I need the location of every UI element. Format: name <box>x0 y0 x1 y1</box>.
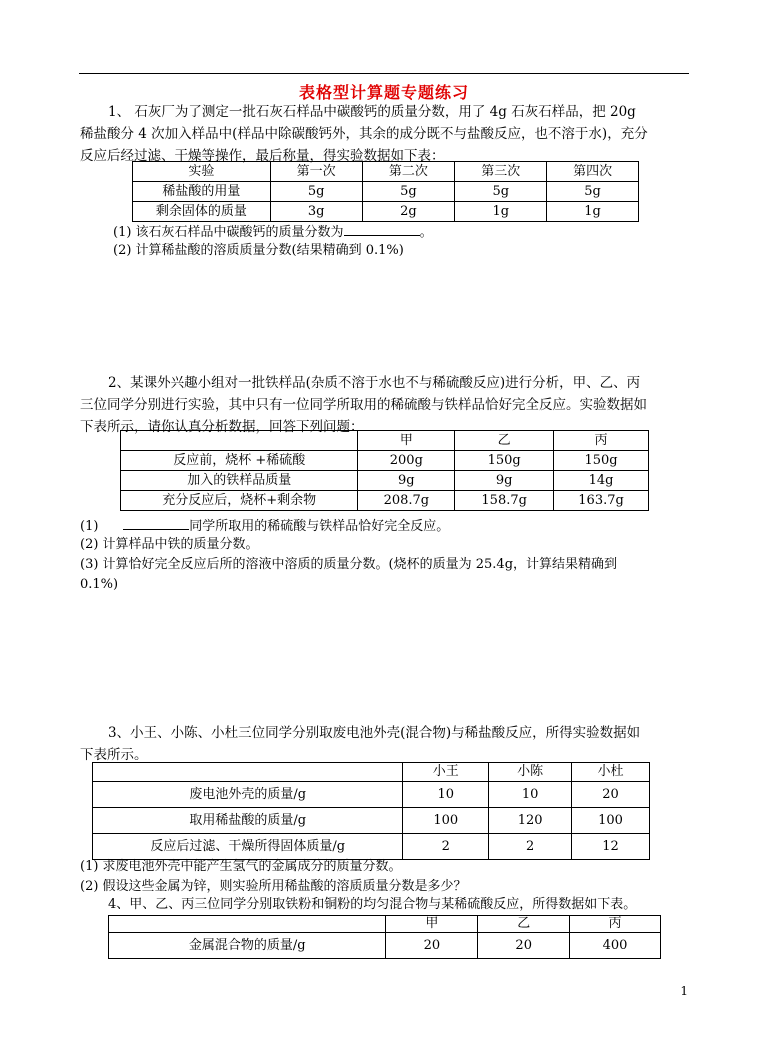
table-row <box>133 182 639 202</box>
q2-sub-1 <box>80 515 449 537</box>
q1-sub-1 <box>113 221 433 243</box>
table-cell: 120 <box>489 808 572 834</box>
q1-table <box>132 161 639 222</box>
table-header-cell <box>93 763 403 782</box>
table-cell: 5g <box>362 182 455 202</box>
table-header-cell: 第一次 <box>270 162 362 182</box>
q3-sub-1: (1) 求废电池外壳中能产生氢气的金属成分的质量分数。 <box>80 859 402 874</box>
table-row <box>121 451 649 471</box>
q1-line-2: 稀盐酸分 4 次加入样品中(样品中除碳酸钙外，其余的成分既不与盐酸反应，也不溶于水)，充分 <box>80 126 648 142</box>
table-cell: 金属混合物的质量/g <box>109 933 386 959</box>
table-header-cell <box>109 916 386 933</box>
q1-sub-1-prefix: (1) 该石灰石样品中碳酸钙的质量分数为 <box>113 225 344 240</box>
table-cell: 9g <box>455 471 554 491</box>
table-cell: 剩余固体的质量 <box>133 202 271 222</box>
table-header-cell: 小陈 <box>489 763 572 782</box>
q2-text <box>80 372 692 438</box>
table-cell: 充分反应后，烧杯+剩余物 <box>121 491 358 511</box>
table-row <box>93 782 650 808</box>
q1-line-3: 反应后经过滤、干燥等操作，最后称量，得实验数据如下表： <box>80 148 445 164</box>
q1-sub-2: (2) 计算稀盐酸的溶质质量分数(结果精确到 0.1%) <box>113 243 404 258</box>
table-cell: 5g <box>547 182 639 202</box>
q4-table <box>108 915 661 959</box>
answer-blank[interactable] <box>123 515 189 530</box>
table-cell: 反应后过滤、干燥所得固体质量/g <box>93 834 403 860</box>
table-header-cell: 丙 <box>570 916 661 933</box>
q2-line-2: 三位同学分别进行实验，其中只有一位同学所取用的稀硫酸与铁样品恰好完全反应。实验数据如 <box>80 397 647 413</box>
table-cell: 2 <box>489 834 572 860</box>
table-header-cell: 乙 <box>478 916 570 933</box>
table-header-cell: 丙 <box>554 431 649 451</box>
q3-line-2: 下表所示。 <box>80 747 148 763</box>
table-cell: 100 <box>403 808 489 834</box>
table-cell: 10 <box>489 782 572 808</box>
table-cell: 163.7g <box>554 491 649 511</box>
table-cell: 150g <box>554 451 649 471</box>
table-cell: 1g <box>455 202 547 222</box>
table-header-cell <box>121 431 358 451</box>
table-row <box>93 808 650 834</box>
table-row <box>109 933 661 959</box>
table-cell: 5g <box>455 182 547 202</box>
q1-line-1: 1、 石灰厂为了测定一批石灰石样品中碳酸钙的质量分数，用了 4g 石灰石样品，把 20g <box>108 104 636 120</box>
table-header-row <box>121 431 649 451</box>
table-cell: 2g <box>362 202 455 222</box>
table-cell: 158.7g <box>455 491 554 511</box>
table-header-row <box>93 763 650 782</box>
table-header-row <box>133 162 639 182</box>
table-header-cell: 乙 <box>455 431 554 451</box>
table-row <box>121 491 649 511</box>
table-cell: 反应前，烧杯 +稀硫酸 <box>121 451 358 471</box>
q2-table <box>120 430 649 511</box>
table-header-cell: 小王 <box>403 763 489 782</box>
table-cell: 200g <box>358 451 455 471</box>
table-cell: 20 <box>478 933 570 959</box>
q4-line: 4、甲、乙、丙三位同学分别取铁粉和铜粉的均匀混合物与某稀硫酸反应，所得数据如下表。 <box>108 897 637 912</box>
table-cell: 20 <box>572 782 650 808</box>
table-cell: 10 <box>403 782 489 808</box>
table-header-cell: 小杜 <box>572 763 650 782</box>
table-cell: 150g <box>455 451 554 471</box>
table-cell: 3g <box>270 202 362 222</box>
q3-line-1: 3、小王、小陈、小杜三位同学分别取废电池外壳(混合物)与稀盐酸反应，所得实验数据如 <box>108 725 641 741</box>
page-number: 1 <box>680 984 688 998</box>
table-row <box>121 471 649 491</box>
table-cell: 5g <box>270 182 362 202</box>
q2-sub-3-line-1: (3) 计算恰好完全反应后所的溶液中溶质的质量分数。(烧杯的质量为 25.4g，计算结果精确到 <box>80 557 618 572</box>
q1-text <box>80 101 692 167</box>
table-cell: 2 <box>403 834 489 860</box>
q2-sub-2: (2) 计算样品中铁的质量分数。 <box>80 537 259 552</box>
table-row <box>133 202 639 222</box>
header-rule <box>79 73 689 74</box>
table-row <box>93 834 650 860</box>
q2-line-3: 下表所示，请你认真分析数据，回答下列问题： <box>80 419 364 435</box>
q2-line-1: 2、某课外兴趣小组对一批铁样品(杂质不溶于水也不与稀硫酸反应)进行分析，甲、乙、丙 <box>108 375 641 391</box>
table-cell: 20 <box>386 933 478 959</box>
table-header-cell: 实验 <box>133 162 271 182</box>
q3-text <box>80 722 692 766</box>
table-cell: 14g <box>554 471 649 491</box>
table-cell: 400 <box>570 933 661 959</box>
q3-table <box>92 762 650 860</box>
table-cell: 加入的铁样品质量 <box>121 471 358 491</box>
table-cell: 废电池外壳的质量/g <box>93 782 403 808</box>
table-cell: 1g <box>547 202 639 222</box>
table-cell: 取用稀盐酸的质量/g <box>93 808 403 834</box>
table-header-cell: 第三次 <box>455 162 547 182</box>
table-header-cell: 第二次 <box>362 162 455 182</box>
table-cell: 208.7g <box>358 491 455 511</box>
q2-sub-1-prefix: (1) <box>80 519 99 534</box>
table-cell: 9g <box>358 471 455 491</box>
q3-sub-2: (2) 假设这些金属为锌，则实验所用稀盐酸的溶质质量分数是多少？ <box>80 879 467 894</box>
table-header-cell: 甲 <box>358 431 455 451</box>
table-cell: 12 <box>572 834 650 860</box>
q2-sub-3-line-2: 0.1%) <box>80 577 119 592</box>
table-cell: 稀盐酸的用量 <box>133 182 271 202</box>
table-header-cell: 第四次 <box>547 162 639 182</box>
table-cell: 100 <box>572 808 650 834</box>
q2-sub-1-suffix: 同学所取用的稀硫酸与铁样品恰好完全反应。 <box>189 519 450 534</box>
answer-blank[interactable] <box>344 221 420 236</box>
table-header-row <box>109 916 661 933</box>
page-title: 表格型计算题专题练习 <box>298 83 469 102</box>
table-header-cell: 甲 <box>386 916 478 933</box>
q1-sub-1-suffix: 。 <box>419 225 433 240</box>
